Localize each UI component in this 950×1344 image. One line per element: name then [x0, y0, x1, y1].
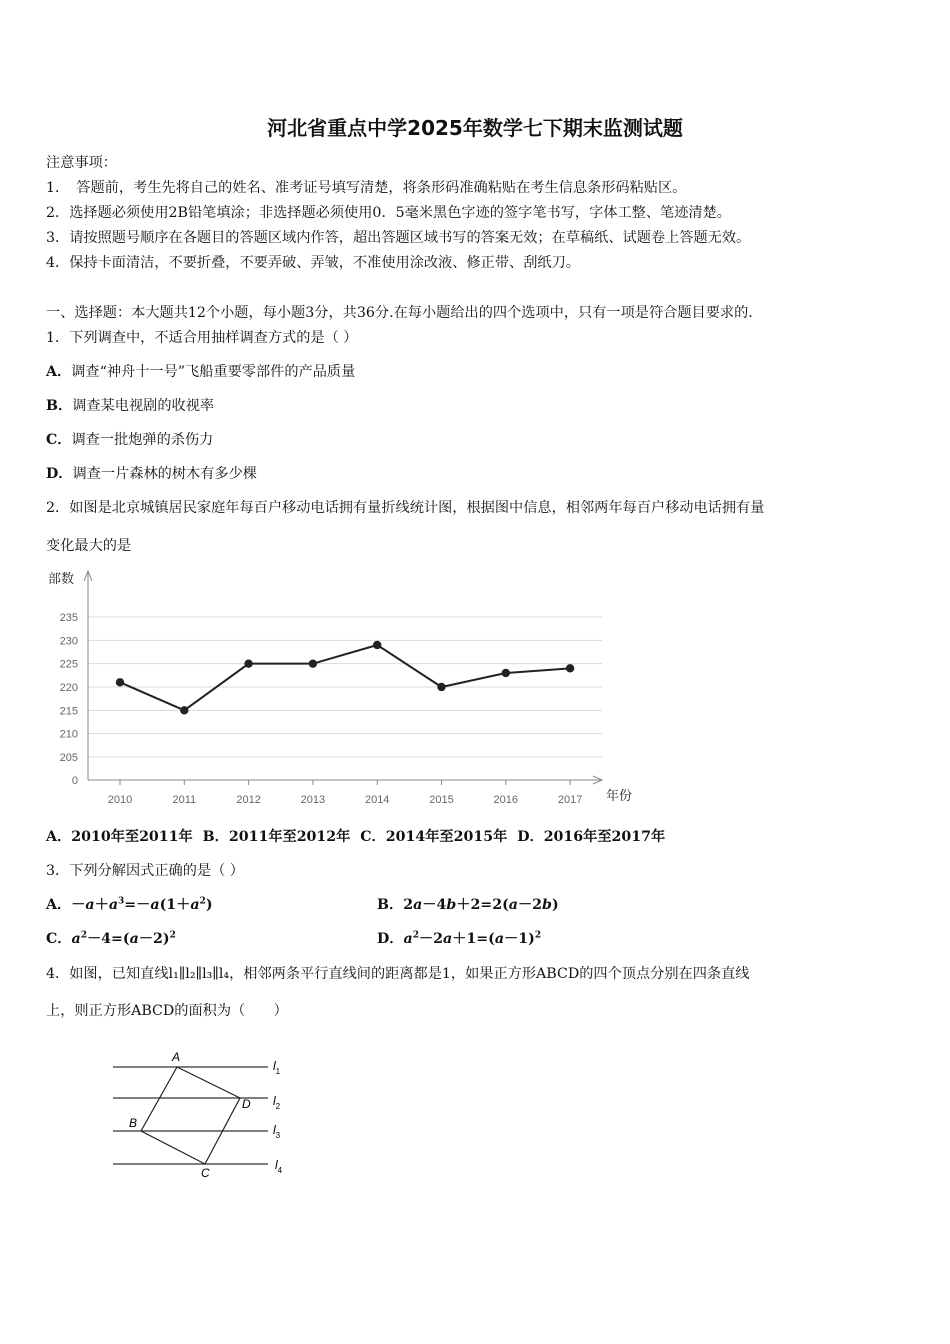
notice-item: 1． 答题前，考生先将自己的姓名、准考证号填写清楚，将条形码准确粘贴在考生信息条形码粘贴区。 — [46, 180, 687, 196]
option-text: 调查一批炮弹的杀伤力 — [71, 432, 214, 448]
math-exp: 2 — [80, 930, 87, 941]
math-exp: 2 — [534, 930, 542, 941]
series-group — [116, 641, 575, 715]
y-axis-title: 部数 — [48, 571, 75, 586]
x-axis-title: 年份 — [606, 788, 633, 803]
x-tick-label: 2016 — [493, 794, 519, 806]
math-text: －1) — [504, 931, 535, 947]
math-var: a — [190, 897, 200, 913]
data-point — [244, 659, 252, 667]
y-tick-label: 230 — [59, 635, 78, 648]
option-text: 调查一片森林的树木有多少棵 — [72, 466, 257, 482]
math-var: b — [542, 897, 552, 913]
line-sub: 3 — [275, 1131, 281, 1140]
q2-option-a — [46, 829, 193, 845]
math-text: ) — [205, 897, 213, 913]
series-line — [120, 645, 570, 710]
math-var: a — [129, 931, 139, 947]
question-1-stem: 1．下列调查中，不适合用抽样调查方式的是（ ） — [46, 330, 358, 346]
math-text: ＋ — [94, 897, 109, 913]
option-label: D． — [46, 466, 73, 482]
page-title: 河北省重点中学2025年数学七下期末监测试题 — [267, 116, 683, 140]
math-text: －2 — [418, 931, 444, 947]
math-var: a — [443, 931, 453, 947]
point-label-c: C — [201, 1166, 210, 1180]
math-text: (1＋ — [159, 897, 191, 913]
point-label-b: B — [129, 1116, 138, 1130]
q2-options — [46, 826, 665, 846]
y-tick-label: 225 — [59, 658, 78, 671]
q1-option-b — [46, 395, 214, 415]
y-tick-label: 0 — [71, 775, 78, 787]
notice-item: 2．选择题必须使用2B铅笔填涂；非选择题必须使用0．5毫米黑色字迹的签字笔书写，字体工整、笔迹清楚。 — [46, 205, 731, 221]
math-text: ＋2=2( — [456, 897, 509, 913]
q1-option-a — [46, 361, 355, 381]
notice-item: 4．保持卡面清洁，不要折叠，不要弄破、弄皱，不准使用涂改液、修正带、刮纸刀。 — [46, 255, 580, 271]
option-text: 2014年至2015年 — [385, 829, 508, 845]
line-name: l — [273, 1094, 276, 1108]
option-label: D． — [377, 931, 404, 947]
math-var: a — [403, 931, 413, 947]
option-text: 调查某电视剧的收视率 — [72, 398, 215, 414]
x-tick-label: 2017 — [557, 794, 583, 806]
math-var: a — [150, 897, 160, 913]
x-tick-label: 2015 — [429, 794, 454, 806]
point-label-d: D — [242, 1097, 251, 1111]
math-var: a — [494, 931, 505, 947]
math-text: ＋1=( — [452, 931, 495, 947]
math-text: 2 — [403, 897, 414, 913]
line-name: l — [275, 1158, 278, 1172]
option-text: 2011年至2012年 — [228, 829, 351, 845]
y-tick-label: 220 — [59, 682, 78, 694]
line-sub: 2 — [275, 1102, 281, 1111]
math-text: －4=( — [86, 931, 130, 947]
x-tick-label: 2014 — [364, 794, 390, 806]
question-2-stem-cont: 变化最大的是 — [46, 538, 132, 554]
math-text: =－ — [124, 897, 151, 913]
math-exp: 2 — [199, 896, 206, 907]
option-label: C． — [46, 432, 72, 448]
option-text: 2010年至2011年 — [71, 829, 193, 845]
data-point — [566, 664, 574, 672]
math-text: － — [71, 897, 86, 913]
q1-option-c — [46, 429, 213, 449]
math-text: ) — [551, 897, 559, 913]
option-label: D． — [517, 829, 544, 845]
option-text: 2016年至2017年 — [543, 829, 666, 845]
y-tick-label: 205 — [59, 752, 78, 764]
option-label: A． — [46, 364, 72, 380]
line-label-l2 — [273, 1094, 281, 1111]
math-var: a — [413, 897, 423, 913]
line-name: l — [273, 1059, 276, 1073]
math-var: a — [71, 931, 81, 947]
math-exp: 3 — [118, 896, 125, 907]
option-text: 调查“神舟十一号”飞船重要零部件的产品质量 — [71, 364, 356, 380]
option-label: B． — [202, 829, 229, 845]
line-name: l — [273, 1123, 276, 1137]
parallel-lines-figure — [105, 1045, 305, 1185]
x-tick-label: 2011 — [172, 794, 197, 806]
option-label: B． — [46, 398, 73, 414]
q3-option-c — [46, 928, 176, 948]
q1-option-d — [46, 463, 257, 483]
line-label-l3 — [273, 1123, 281, 1140]
math-text: －2 — [517, 897, 543, 913]
data-point — [180, 706, 188, 714]
data-point — [373, 641, 381, 649]
data-point — [502, 669, 510, 677]
question-4-stem: 4．如图，已知直线l₁∥l₂∥l₃∥l₄，相邻两条平行直线间的距离都是1，如果正方形ABCD的四个顶点分别在四条直线 — [46, 966, 750, 982]
math-text: －2) — [138, 931, 170, 947]
q2-option-b — [203, 829, 351, 845]
line-sub: 1 — [275, 1067, 281, 1076]
line-label-l1 — [273, 1059, 281, 1076]
question-2-stem: 2．如图是北京城镇居民家庭年每百户移动电话拥有量折线统计图，根据图中信息，相邻两年每百户移动电话拥有量 — [46, 500, 765, 516]
math-exp: 2 — [169, 930, 176, 941]
q2-option-d — [517, 829, 665, 845]
math-exp: 2 — [412, 930, 419, 941]
y-tick-label: 210 — [59, 728, 78, 741]
point-label-a: A — [172, 1050, 181, 1064]
data-point — [116, 678, 124, 686]
option-label: B． — [377, 897, 404, 913]
math-text: －4 — [422, 897, 447, 913]
option-label: C． — [46, 931, 72, 947]
q3-option-d — [377, 928, 541, 948]
question-3-stem: 3．下列分解因式正确的是（ ） — [46, 863, 244, 879]
grid-group — [88, 617, 602, 757]
option-label: A． — [46, 829, 72, 845]
section-heading: 一、选择题：本大题共12个小题，每小题3分，共36分.在每小题给出的四个选项中，只有一项是符合题目要求的. — [46, 305, 753, 321]
notice-item: 3．请按照题号顺序在各题目的答题区域内作答，超出答题区域书写的答案无效；在草稿纸、试题卷上答题无效。 — [46, 230, 751, 246]
option-label: C． — [360, 829, 386, 845]
line-sub: 4 — [277, 1166, 283, 1175]
q2-option-c — [360, 829, 507, 845]
data-point — [309, 659, 317, 667]
math-var: a — [85, 897, 95, 913]
notice-heading: 注意事项： — [46, 155, 117, 171]
x-tick-label: 2012 — [236, 794, 261, 806]
q3-option-b — [377, 894, 559, 914]
question-4-stem-cont: 上，则正方形ABCD的面积为（ ） — [46, 1003, 288, 1019]
line-label-l4 — [275, 1158, 283, 1175]
math-var: a — [508, 897, 518, 913]
square-abcd — [141, 1067, 240, 1164]
math-var: a — [108, 897, 119, 913]
q3-option-a — [46, 894, 213, 914]
math-var: b — [446, 897, 457, 913]
option-label: A． — [46, 897, 72, 913]
x-tick-label: 2010 — [107, 794, 133, 806]
axes-group — [84, 571, 602, 785]
line-chart — [40, 565, 650, 815]
x-tick-label: 2013 — [300, 794, 326, 806]
data-point — [437, 683, 445, 691]
y-tick-label: 235 — [59, 612, 78, 624]
y-tick-label: 215 — [59, 705, 78, 718]
